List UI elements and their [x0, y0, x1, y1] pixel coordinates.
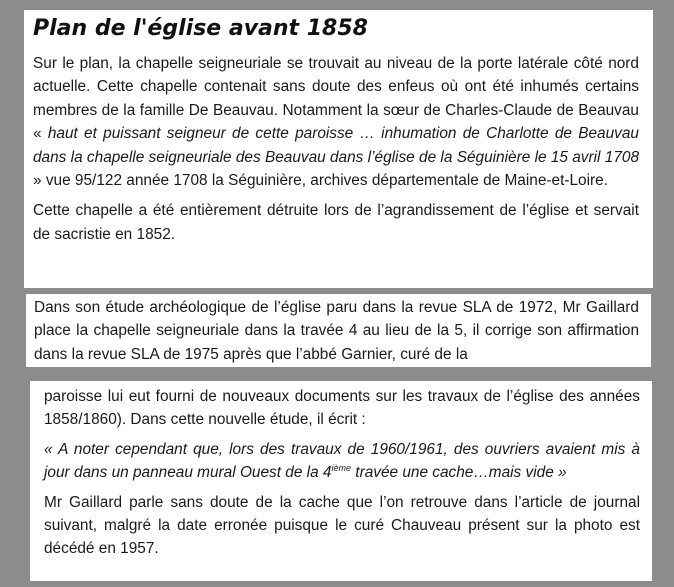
quote-text: « A noter cependant que, lors des travaux de 1960/1961, des ouvriers avaient mis à jour dans un panneau mural Ouest de la 4 — [44, 440, 640, 482]
paragraph-chapelle-detruite: Cette chapelle a été entièrement détruite lors de l’agrandissement de l’église et servait de sacristie en 1852. — [33, 202, 639, 243]
text-panel-middle — [26, 294, 651, 367]
quote-paragraph — [44, 438, 640, 485]
text-panel-top — [24, 10, 653, 288]
paragraph-nouvelle-etude: paroisse lui eut fourni de nouveaux documents sur les travaux de l’église des années 1858/1860). Dans cette nouvelle étude, il écrit : — [44, 388, 640, 429]
text-panel-bottom — [30, 381, 652, 581]
italic-quote: haut et puissant seigneur de cette paroisse … inhumation de Charlotte de Beauvau dans la chapelle seigneuriale des Beauvau dans l’église de la Séguinière le 15 avril 1708 — [33, 125, 639, 166]
paragraph-text: » vue 95/122 année 1708 la Séguinière, archives départementale de Maine-et-Loire. — [33, 172, 608, 190]
paragraph-chapelle-plan — [33, 52, 639, 192]
quote-text-end: travée une cache…mais vide » — [351, 464, 567, 482]
paragraph-etude-archeologique: Dans son étude archéologique de l’église paru dans la revue SLA de 1972, Mr Gaillard place la chapelle seigneuriale dans la travée 4 au lieu de la 5, il corrige son affirmation dans la revue SLA de 1975 après que l’abbé Garnier, curé de la — [34, 299, 639, 363]
superscript: ième — [331, 463, 352, 474]
paragraph-cache: Mr Gaillard parle sans doute de la cache que l’on retrouve dans l’article de journal suivant, malgré la date erronée puisque le curé Chauveau présent sur la photo est décédé en 1957. — [44, 493, 640, 558]
paragraph-text: Sur le plan, la chapelle seigneuriale se trouvait au niveau de la porte latérale côté nord actuelle. Cette chapelle contenait sans doute des enfeus où ont été inhumés certains membres de la famille De Beauvau. Notamment la sœur de Charles-Claude de Beauvau « — [33, 55, 639, 143]
page-title: Plan de l'église avant 1858 — [33, 16, 368, 41]
